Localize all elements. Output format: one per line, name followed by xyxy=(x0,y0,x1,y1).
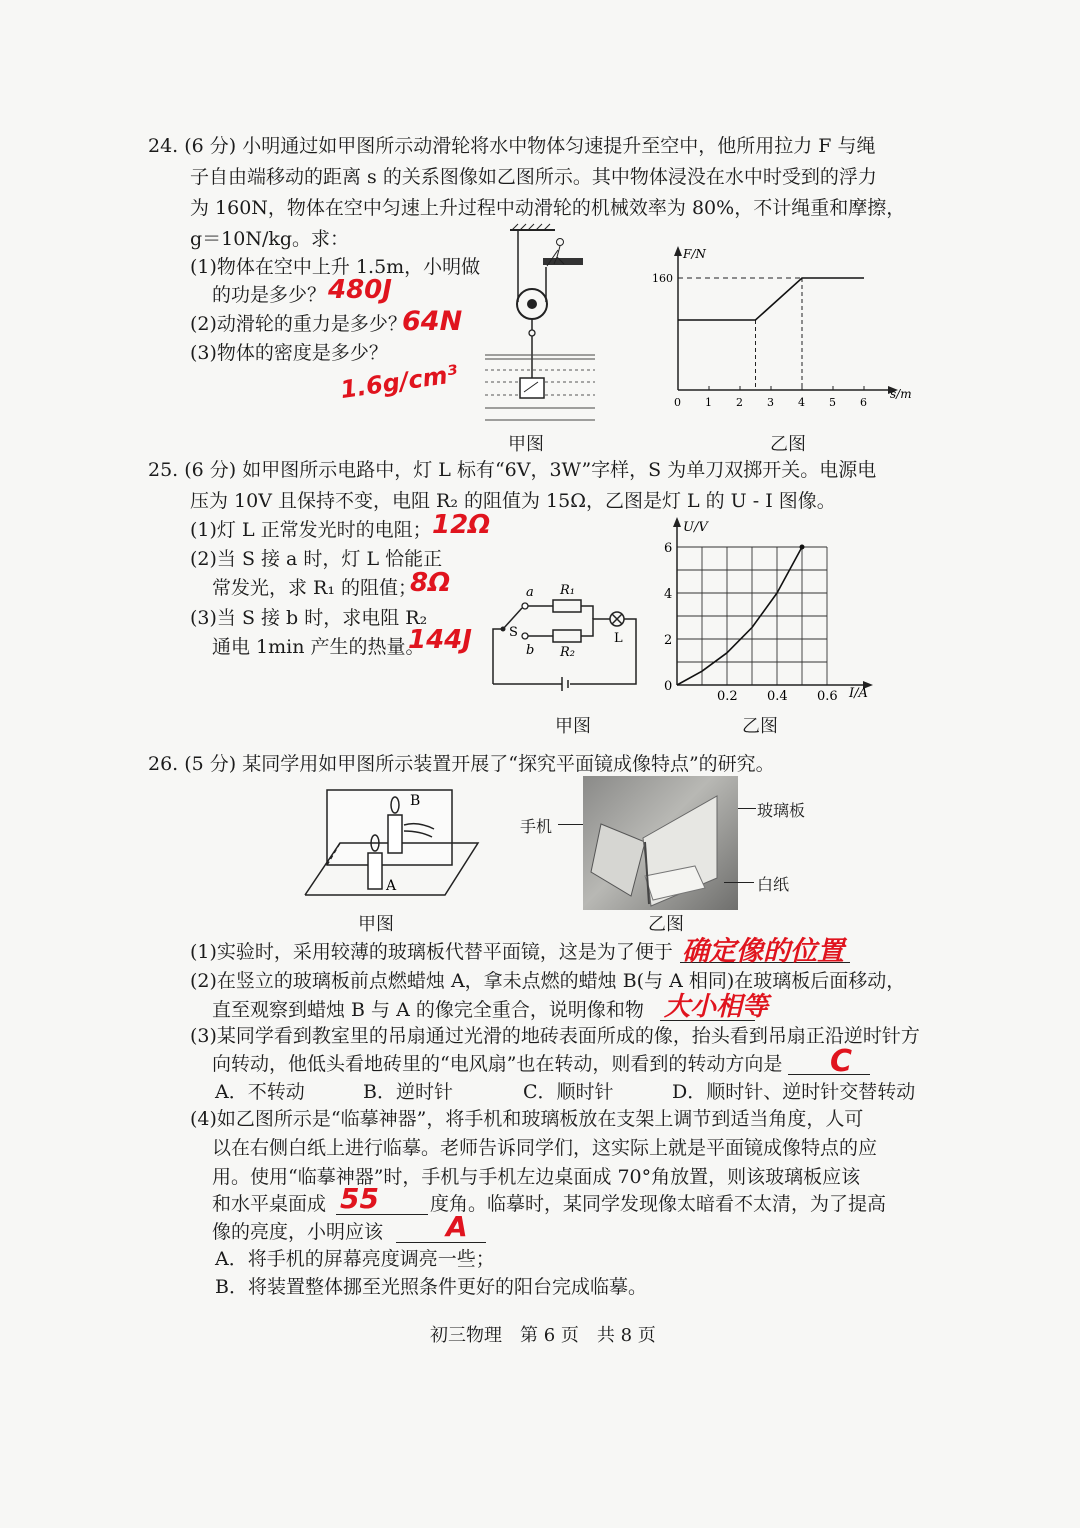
glass-label: 玻璃板 xyxy=(757,801,806,820)
chart1-x-tick-label: 0 xyxy=(674,396,681,409)
chart1-x-axis-label: s/m xyxy=(890,387,912,401)
q26-sub3a: (3)某同学看到教室里的吊扇通过光滑的地砖表面所成的像，抬头看到吊扇正沿逆时针方 xyxy=(190,1025,920,1047)
q26-answer-3: C xyxy=(830,1044,853,1079)
chart2-x-axis-label: I/A xyxy=(849,686,868,701)
circuit-figure xyxy=(488,574,648,694)
paper-label: 白纸 xyxy=(757,875,790,894)
q26-sub4-line4b: 度角。临摹时，某同学发现像太暗看不太清，为了提高 xyxy=(430,1193,887,1215)
chart2-x-tick-label: 0.6 xyxy=(817,689,838,704)
chart1-x-tick-label: 1 xyxy=(705,396,712,409)
q26-option3-d: D．顺时针、逆时针交替转动 xyxy=(672,1081,916,1103)
q26-sub1: (1)实验时，采用较薄的玻璃板代替平面镜，这是为了便于 xyxy=(190,941,673,963)
circuit-label-r2: R₂ xyxy=(560,645,575,660)
chart2-y-tick-label: 4 xyxy=(664,587,673,602)
q26-option4-a: A．将手机的屏幕亮度调亮一些； xyxy=(215,1248,495,1270)
q26-sub2a: (2)在竖立的玻璃板前点燃蜡烛 A，拿未点燃的蜡烛 B(与 A 相同)在玻璃板后面移动， xyxy=(190,970,906,992)
glass-leader-line xyxy=(738,808,756,809)
chart2-y-tick-label: 6 xyxy=(664,541,673,556)
q26-sub3b: 向转动，他低头看地砖里的“电风扇”也在转动，则看到的转动方向是 xyxy=(212,1053,783,1075)
chart1-x-tick-label: 5 xyxy=(829,396,836,409)
chart2-y-tick-label: 2 xyxy=(664,633,673,648)
q26-sub4-line1: (4)如乙图所示是“临摹神器”，将手机和玻璃板放在支架上调节到适当角度，人可 xyxy=(190,1108,864,1130)
q25-line-1: 25. (6 分) 如甲图所示电路中，灯 L 标有“6V，3W”字样，S 为单刀双掷开关。电源电 xyxy=(148,459,877,481)
q25-sub3b: 通电 1min 产生的热量。 xyxy=(212,636,425,658)
paper-leader-line xyxy=(724,882,754,883)
q25-sub2a: (2)当 S 接 a 时，灯 L 恰能正 xyxy=(190,548,443,570)
q26-option3-a: A．不转动 xyxy=(215,1081,305,1103)
q25-fig-right-caption: 乙图 xyxy=(742,716,778,737)
q24-line-2: 子自由端移动的距离 s 的关系图像如乙图所示。其中物体浸没在水中时受到的浮力 xyxy=(190,166,877,188)
circuit-label-r1: R₁ xyxy=(560,583,575,598)
q26-sub2b: 直至观察到蜡烛 B 与 A 的像完全重合，说明像和物 xyxy=(212,999,644,1021)
q26-blank-3 xyxy=(788,1074,870,1075)
q26-sub4-line5a: 像的亮度，小明应该 xyxy=(212,1221,384,1243)
q25-answer-1: 12Ω xyxy=(432,510,491,540)
q25-fig-left-caption: 甲图 xyxy=(555,716,591,737)
q25-sub1: (1)灯 L 正常发光时的电阻； xyxy=(190,519,432,541)
tracing-device-sketch xyxy=(583,776,738,910)
mirror-candle-figure xyxy=(300,785,490,905)
chart1-x-tick-label: 4 xyxy=(798,396,805,409)
q26-option4-b: B．将装置整体挪至光照条件更好的阳台完成临摹。 xyxy=(215,1276,647,1298)
figure-candle-b-label: B xyxy=(410,793,421,809)
q26-sub4-line2: 以在右侧白纸上进行临摹。老师告诉同学们，这实际上就是平面镜成像特点的应 xyxy=(212,1137,878,1159)
phone-label: 手机 xyxy=(520,817,553,836)
q26-title: 26. (5 分) 某同学用如甲图所示装置开展了“探究平面镜成像特点”的研究。 xyxy=(148,753,775,775)
q26-fig-right-caption: 乙图 xyxy=(648,914,684,935)
chart1-force-line xyxy=(678,278,864,320)
q24-line-1: 24. (6 分) 小明通过如甲图所示动滑轮将水中物体匀速提升至空中，他所用拉力 F 与绳 xyxy=(148,135,876,157)
circuit-label-a: a xyxy=(526,585,534,600)
chart2-x-tick-label: 0.2 xyxy=(717,689,738,704)
q26-option3-c: C．顺时针 xyxy=(523,1081,614,1103)
q24-fig-left-caption: 甲图 xyxy=(508,434,544,455)
chart2-point xyxy=(800,545,805,550)
chart1-y-arrow xyxy=(674,246,682,256)
chart2-x-tick-label: 0.4 xyxy=(767,689,788,704)
pulley-figure xyxy=(480,222,605,427)
q25-sub3a: (3)当 S 接 b 时，求电阻 R₂ xyxy=(190,607,428,629)
chart1-x-tick-label: 6 xyxy=(860,396,867,409)
q24-answer-2: 64N xyxy=(402,306,463,337)
chart1-x-tick-label: 3 xyxy=(767,396,774,409)
q24-sub1b: 的功是多少？ xyxy=(212,284,327,306)
circuit-label-s: S xyxy=(509,625,518,640)
chart2-y-arrow xyxy=(673,517,681,527)
q24-line-4: g＝10N/kg。求： xyxy=(190,228,350,250)
q25-answer-2: 8Ω xyxy=(410,568,451,598)
q24-fig-right-caption: 乙图 xyxy=(770,434,806,455)
q24-line-3: 为 160N，物体在空中匀速上升过程中动滑轮的机械效率为 80%，不计绳重和摩擦， xyxy=(190,197,906,219)
q26-answer-1: 确定像的位置 xyxy=(682,936,844,967)
q24-sub3: (3)物体的密度是多少？ xyxy=(190,342,388,364)
chart2-y-tick-label: 0 xyxy=(664,679,673,694)
page-footer: 初三物理 第 6 页 共 8 页 xyxy=(430,1325,656,1346)
q24-answer-3: 1.6g/cm³ xyxy=(338,359,460,405)
q26-option3-b: B．逆时针 xyxy=(363,1081,453,1103)
force-distance-chart xyxy=(650,240,920,425)
q26-blank-5 xyxy=(396,1242,486,1243)
tracing-device-photo xyxy=(583,776,738,910)
q25-sub2b: 常发光，求 R₁ 的阻值； xyxy=(212,577,418,599)
voltage-current-chart xyxy=(655,515,885,705)
q26-answer-5: A xyxy=(446,1210,468,1243)
q25-line-2: 压为 10V 且保持不变，电阻 R₂ 的阻值为 15Ω，乙图是灯 L 的 U - I 图像。 xyxy=(190,490,836,512)
q26-answer-4: 55 xyxy=(340,1182,379,1215)
q26-fig-left-caption: 甲图 xyxy=(358,914,394,935)
q26-sub4-line3: 用。使用“临摹神器”时，手机与手机左边桌面成 70°角放置，则该玻璃板应该 xyxy=(212,1166,861,1188)
chart1-y-tick-label: 160 xyxy=(652,272,673,285)
chart2-y-axis-label: U/V xyxy=(683,520,708,535)
circuit-label-l: L xyxy=(614,631,623,646)
q24-sub2: (2)动滑轮的重力是多少？ xyxy=(190,313,407,335)
chart1-y-axis-label: F/N xyxy=(683,247,706,261)
phone-leader-line xyxy=(558,824,583,825)
q26-sub4-line4a: 和水平桌面成 xyxy=(212,1193,327,1215)
q25-answer-3: 144J xyxy=(408,625,472,655)
figure-candle-a-label: A xyxy=(386,878,397,894)
q24-answer-1: 480J xyxy=(328,275,392,305)
circuit-label-b: b xyxy=(526,643,535,658)
q26-answer-2: 大小相等 xyxy=(664,992,769,1022)
chart1-x-tick-label: 2 xyxy=(736,396,743,409)
q24-sub1a: (1)物体在空中上升 1.5m，小明做 xyxy=(190,256,481,278)
